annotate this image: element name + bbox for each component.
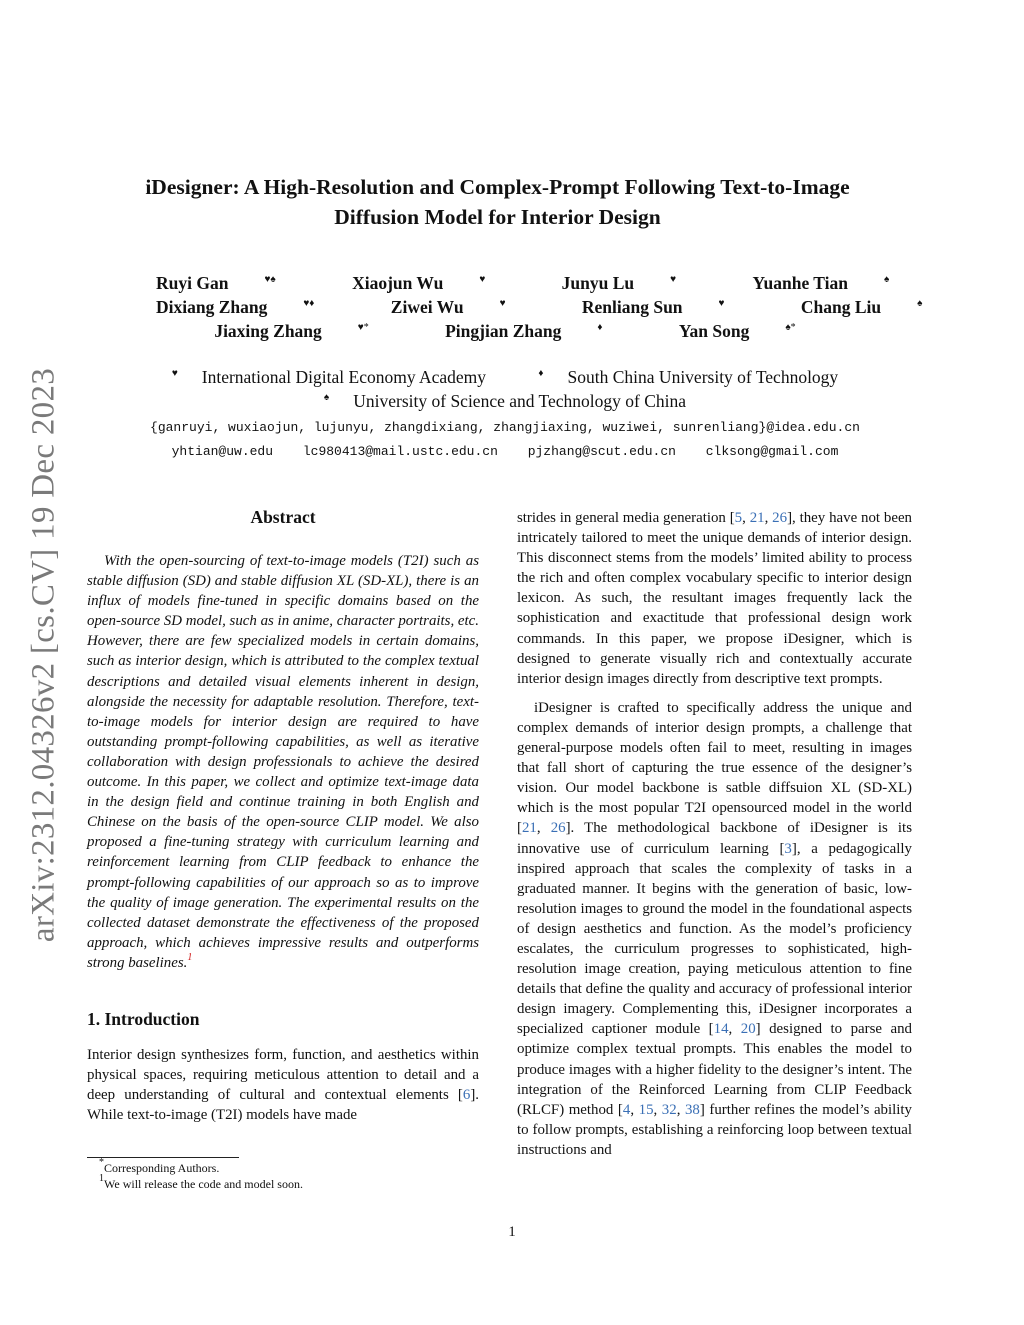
author: Ruyi Gan ♥♠	[156, 273, 276, 293]
email-link[interactable]: yhtian@uw.edu	[171, 444, 274, 459]
citation-link[interactable]: 26	[772, 510, 788, 526]
citation-link[interactable]: 15	[638, 1101, 654, 1118]
affiliation: ♠ University of Science and Technology of China	[323, 391, 687, 411]
page-number: 1	[508, 1224, 516, 1240]
title-line-1: iDesigner: A High-Resolution and Complex-Prompt Following Text-to-Image	[145, 175, 850, 199]
citation-link[interactable]: 21	[749, 510, 765, 526]
citation-link[interactable]: 20	[740, 1021, 756, 1038]
author: Dixiang Zhang ♥♦	[156, 297, 315, 317]
author: Yan Song ♠*	[678, 321, 796, 341]
author: Chang Liu ♠	[800, 297, 923, 317]
footnote-release: $^1$We will release the code and model soon.	[99, 1172, 303, 1191]
footnote-divider	[87, 1157, 239, 1158]
affiliations	[120, 365, 890, 413]
intro-paragraph-idesigner: iDesigner is crafted to specifically address the unique and complex demands of interior design prompts, a challenge that general-purpose models often fail to meet, resulting in images that fall short of capturing the true essence of the designer’s vision. Our model backbone is satble diffsuion XL (SD-XL) which is the most popular T2I opensourced model in the world [21, 26]. The methodological backbone of iDesigner is its innovative use of curriculum learning [3], a pedagogically inspired approach that scales the complexity of tasks in a graduated manner. It begins with the generation of basic, low-resolution images to ground the model in the foundational aspects of design aesthetics and function. As the model’s proficiency escalates, the curriculum progresses to sophisticated, high-resolution image creation, paying meticulous attention to fine details that define the quality and accuracy of professional interior design imagery. Complementing this, iDesigner incorporates a specialized captioner module [14, 20] designed to parse and optimize complex textual prompts. This enables the model to produce images with a higher fidelity to the designer’s intent. The integration of the Reinforced Learning from CLIP Feedback (RLCF) method [4, 15, 32, 38] further refines the model’s ability to follow prompts, establishing a reinforcing loop between textual instructions and	[517, 699, 912, 1158]
right-column	[517, 508, 912, 1160]
abstract-heading: Abstract	[250, 507, 316, 527]
affiliation-row	[120, 365, 890, 389]
citation-link[interactable]: 14	[713, 1021, 729, 1038]
affiliation-row	[120, 389, 890, 413]
introduction-heading: 1. Introduction	[87, 1008, 200, 1029]
author: Jiaxing Zhang ♥*	[214, 321, 369, 341]
author: Junyu Lu ♥	[561, 273, 677, 293]
author-row	[120, 319, 890, 343]
abstract-body: With the open-sourcing of text-to-image models (T2I) such as stable diffusion (SD) and stable diffusion XL (SD-XL), there is an influx of models fine-tuned in specific domains based on the open-source SD model, such as in anime, character portraits, etc. However, there are few specialized models in certain domains, such as interior design, which is attributed to the complex textual descriptions and detailed visual elements inherent in design, alongside the necessity for adaptable resolution. Therefore, text-to-image models for interior design are required to have outstanding prompt-following capabilities, as well as iterative collaboration with design professionals to achieve the desired outcome. In this paper, we collect and optimize text-image data in the design field and continue training in both English and Chinese on the basis of the open-source CLIP model. We also proposed a fine-tuning strategy with curriculum learning and reinforcement learning from CLIP feedback to enhance the prompt-following capabilities of our approach so as to improve the quality of image generation. The experimental results on the collected dataset demonstrate the effectiveness of the proposed approach, which achieves impressive results and outperforms strong baselines.$^1$	[87, 553, 479, 971]
author: Xiaojun Wu ♥	[352, 273, 486, 293]
citation-link[interactable]: 5	[734, 510, 743, 526]
footnote-link[interactable]: 1	[187, 951, 193, 963]
email-line-2	[60, 440, 950, 464]
author: Renliang Sun ♥	[581, 297, 725, 317]
affiliation: ♦ South China University of Technology	[538, 367, 839, 387]
paper-title	[90, 172, 905, 232]
author-row	[120, 295, 923, 319]
citation-link[interactable]: 6	[462, 1087, 471, 1104]
author: Yuanhe Tian ♠	[752, 273, 890, 293]
author: Pingjian Zhang ♦	[445, 321, 603, 341]
author-list	[120, 271, 923, 343]
email-link[interactable]: clksong@gmail.com	[705, 444, 839, 459]
title-line-2: Diffusion Model for Interior Design	[334, 205, 661, 229]
citation-link[interactable]: 26	[550, 820, 566, 837]
author-emails	[60, 416, 950, 464]
affiliation: ♥ International Digital Economy Academy	[171, 367, 487, 387]
left-column	[87, 505, 479, 1125]
arxiv-sidebar-id: arXiv:2312.04326v2 [cs.CV] 19 Dec 2023	[25, 367, 62, 943]
citation-link[interactable]: 4	[622, 1101, 631, 1118]
citation-link[interactable]: 3	[784, 840, 792, 857]
intro-paragraph-continued: strides in general media generation [5, 21, 26], they have not been intricately tailored to meet the unique demands of interior design. This disconnect stems from the models’ limited ability to process the rich and often complex vocabulary specific to interior design lexicon. As such, the resultant images frequently lack the sophistication and exactitude that professional design work commands. In this paper, we propose iDesigner, which is designed to generate visually rich and contextually accurate interior design images directly from descriptive text prompts.	[517, 510, 912, 687]
footnote-corresponding: *Corresponding Authors.	[99, 1157, 220, 1175]
author-row	[120, 271, 890, 295]
citation-link[interactable]: 21	[521, 820, 537, 837]
introduction-paragraph: Interior design synthesizes form, function, and aesthetics within physical spaces, requiring meticulous attention to detail and a deep understanding of cultural and contextual elements [6]. While text-to-image (T2I) models have made	[87, 1046, 479, 1124]
footnotes	[87, 1157, 479, 1192]
email-link[interactable]: pjzhang@scut.edu.cn	[527, 444, 676, 459]
email-line-1: {ganruyi, wuxiaojun, lujunyu, zhangdixiang, zhangjiaxing, wuziwei, sunrenliang}@idea.edu.cn	[150, 420, 860, 435]
author: Ziwei Wu ♥	[390, 297, 506, 317]
citation-link[interactable]: 32	[661, 1101, 677, 1118]
citation-link[interactable]: 38	[684, 1101, 700, 1118]
email-link[interactable]: lc980413@mail.ustc.edu.cn	[302, 444, 498, 459]
